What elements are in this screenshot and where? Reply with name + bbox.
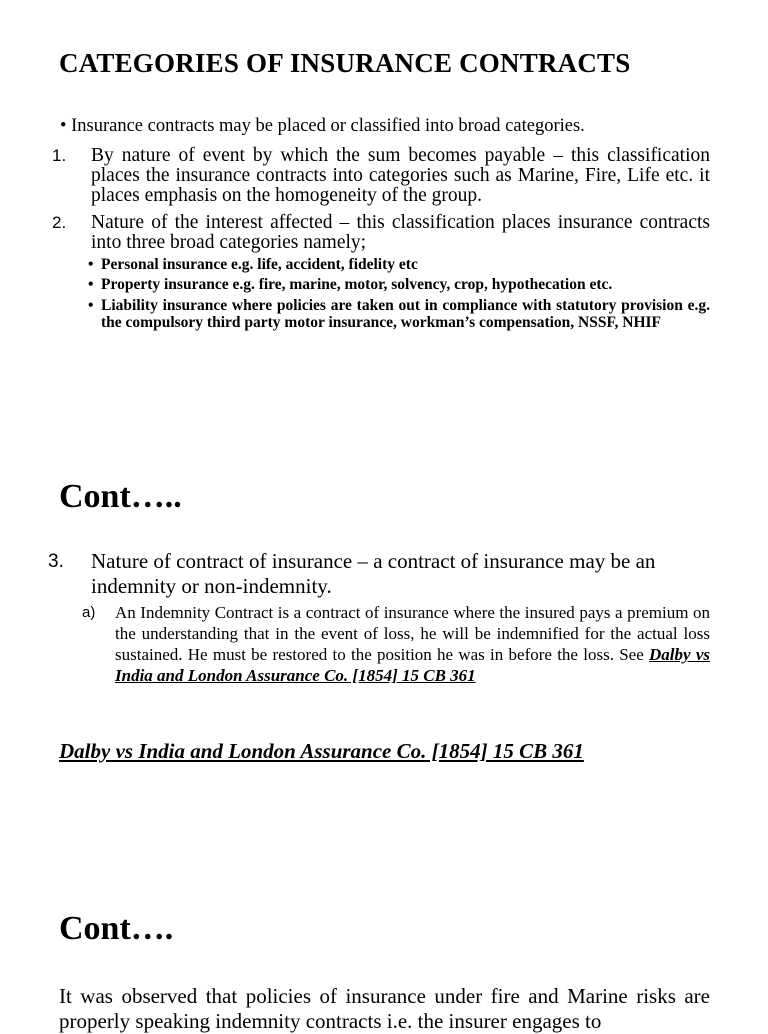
intro-bullet: • Insurance contracts may be placed or classified into broad categories. xyxy=(60,116,585,136)
case-citation-heading: Dalby vs India and London Assurance Co. [1854] 15 CB 361 xyxy=(59,739,584,763)
bottom-paragraph: It was observed that policies of insurance under fire and Marine risks are properly speaking indemnity contracts i.e. the insurer engages to xyxy=(59,984,710,1033)
section-title: CATEGORIES OF INSURANCE CONTRACTS xyxy=(59,48,631,78)
list-item-3 xyxy=(48,549,710,599)
list-text: Nature of contract of insurance – a contract of insurance may be an indemnity or non-indemnity. xyxy=(91,549,656,598)
bullet-icon: • xyxy=(88,276,94,293)
indemnity-definition: An Indemnity Contract is a contract of insurance where the insured pays a premium on the understanding that in the event of loss, he will be indemnified for the actual loss sustained. He must be restored to the position he was in before the loss. See xyxy=(115,603,710,664)
case-citation-link[interactable]: Dalby vs India and London Assurance Co. [1854] 15 CB 361 xyxy=(115,645,710,685)
list-number: 2. xyxy=(52,213,67,232)
list-item-2 xyxy=(52,213,710,253)
bullet-icon: • xyxy=(88,256,94,273)
sub-bullet-property xyxy=(88,276,710,293)
list-text: By nature of event by which the sum becomes payable – this classification places the insurance contracts into categories such as Marine, Fire, Life etc. it places emphasis on the homogeneity of the group. xyxy=(91,145,710,206)
sub-bullet-text: Personal insurance e.g. life, accident, fidelity etc xyxy=(101,256,418,273)
list-text: Nature of the interest affected – this classification places insurance contracts into three broad categories namely; xyxy=(91,212,710,253)
continuation-heading: Cont….. xyxy=(59,478,182,515)
sub-bullet-text: Property insurance e.g. fire, marine, motor, solvency, crop, hypothecation etc. xyxy=(101,276,613,293)
sub-bullet-liability xyxy=(88,297,710,331)
list-number: 3. xyxy=(48,551,64,572)
bullet-icon: • xyxy=(88,297,94,314)
sub-item-label: a) xyxy=(82,604,96,621)
list-number: 1. xyxy=(52,146,67,165)
sub-item-text xyxy=(115,602,710,686)
sub-bullet-personal xyxy=(88,256,710,273)
sub-bullet-text: Liability insurance where policies are taken out in compliance with statutory provision e.g. the compulsory third party motor insurance, workman’s compensation, NSSF, NHIF xyxy=(101,297,710,331)
continuation-heading-2: Cont…. xyxy=(59,910,174,947)
list-item-1 xyxy=(52,146,710,206)
sub-item-a xyxy=(82,602,710,686)
